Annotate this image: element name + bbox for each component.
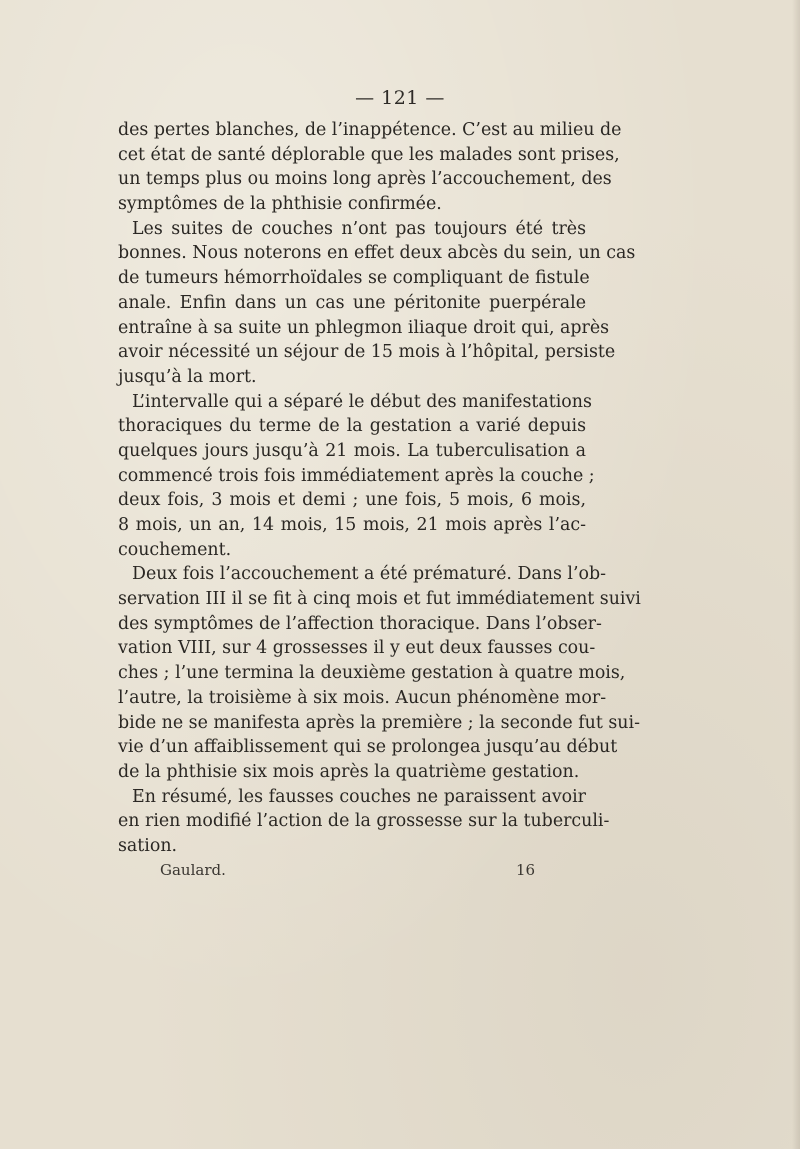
text-line: L’intervalle qui a séparé le début des manifestations — [132, 391, 592, 412]
text-line: cet état de santé déplorable que les malades sont prises, — [118, 144, 620, 165]
body-text — [118, 118, 641, 859]
text-line: anale. Enfin dans un cas une péritonite puerpérale — [118, 292, 586, 313]
page-footer — [0, 861, 800, 885]
text-line: servation III il se fit à cinq mois et fut immédiatement suivi — [118, 589, 641, 610]
page-edge-shadow — [792, 0, 800, 1149]
text-line: bonnes. Nous noterons en effet deux abcès du sein, un cas — [118, 243, 636, 264]
text-line: de tumeurs hémorrhoïdales se compliquant de fistule — [118, 268, 590, 289]
text-line: en rien modifié l’action de la grossesse sur la tuberculi- — [118, 811, 610, 832]
text-line: Deux fois l’accouchement a été prématuré. Dans l’ob- — [132, 564, 607, 585]
text-line: vation VIII, sur 4 grossesses il y eut deux fausses cou- — [118, 638, 596, 659]
text-line: des symptômes de l’affection thoracique. Dans l’obser- — [118, 613, 602, 634]
text-line: commencé trois fois immédiatement après la couche ; — [118, 465, 595, 486]
text-line: couchement. — [118, 539, 232, 560]
text-line: En résumé, les fausses couches ne paraissent avoir — [132, 786, 586, 807]
page-number: — 121 — — [355, 87, 445, 109]
footer-signature-mark: 16 — [516, 861, 536, 879]
text-line: bide ne se manifesta après la première ; la seconde fut sui- — [118, 712, 640, 733]
text-line: entraîne à sa suite un phlegmon iliaque droit qui, après — [118, 317, 610, 338]
text-line: avoir nécessité un séjour de 15 mois à l’hôpital, persiste — [118, 342, 616, 363]
text-line: de la phthisie six mois après la quatrième gestation. — [118, 761, 580, 782]
text-line: quelques jours jusqu’à 21 mois. La tuberculisation a — [118, 440, 586, 461]
text-line: jusqu’à la mort. — [118, 366, 257, 387]
text-line: l’autre, la troisième à six mois. Aucun phénomène mor- — [118, 687, 607, 708]
text-line: Les suites de couches n’ont pas toujours été très — [132, 218, 586, 239]
text-line: ches ; l’une termina la deuxième gestation à quatre mois, — [118, 663, 626, 684]
text-line: vie d’un affaiblissement qui se prolongea jusqu’au début — [118, 737, 618, 758]
text-line: symptômes de la phthisie confirmée. — [118, 194, 442, 215]
text-line: un temps plus ou moins long après l’accouchement, des — [118, 169, 612, 190]
text-line: sation. — [118, 835, 178, 856]
footer-author: Gaulard. — [160, 861, 226, 879]
text-line: 8 mois, un an, 14 mois, 15 mois, 21 mois après l’ac- — [118, 515, 586, 535]
text-line: des pertes blanches, de l’inappétence. C’est au milieu de — [118, 120, 622, 140]
text-line: thoraciques du terme de la gestation a varié depuis — [118, 416, 586, 437]
text-line: deux fois, 3 mois et demi ; une fois, 5 mois, 6 mois, — [118, 490, 586, 511]
